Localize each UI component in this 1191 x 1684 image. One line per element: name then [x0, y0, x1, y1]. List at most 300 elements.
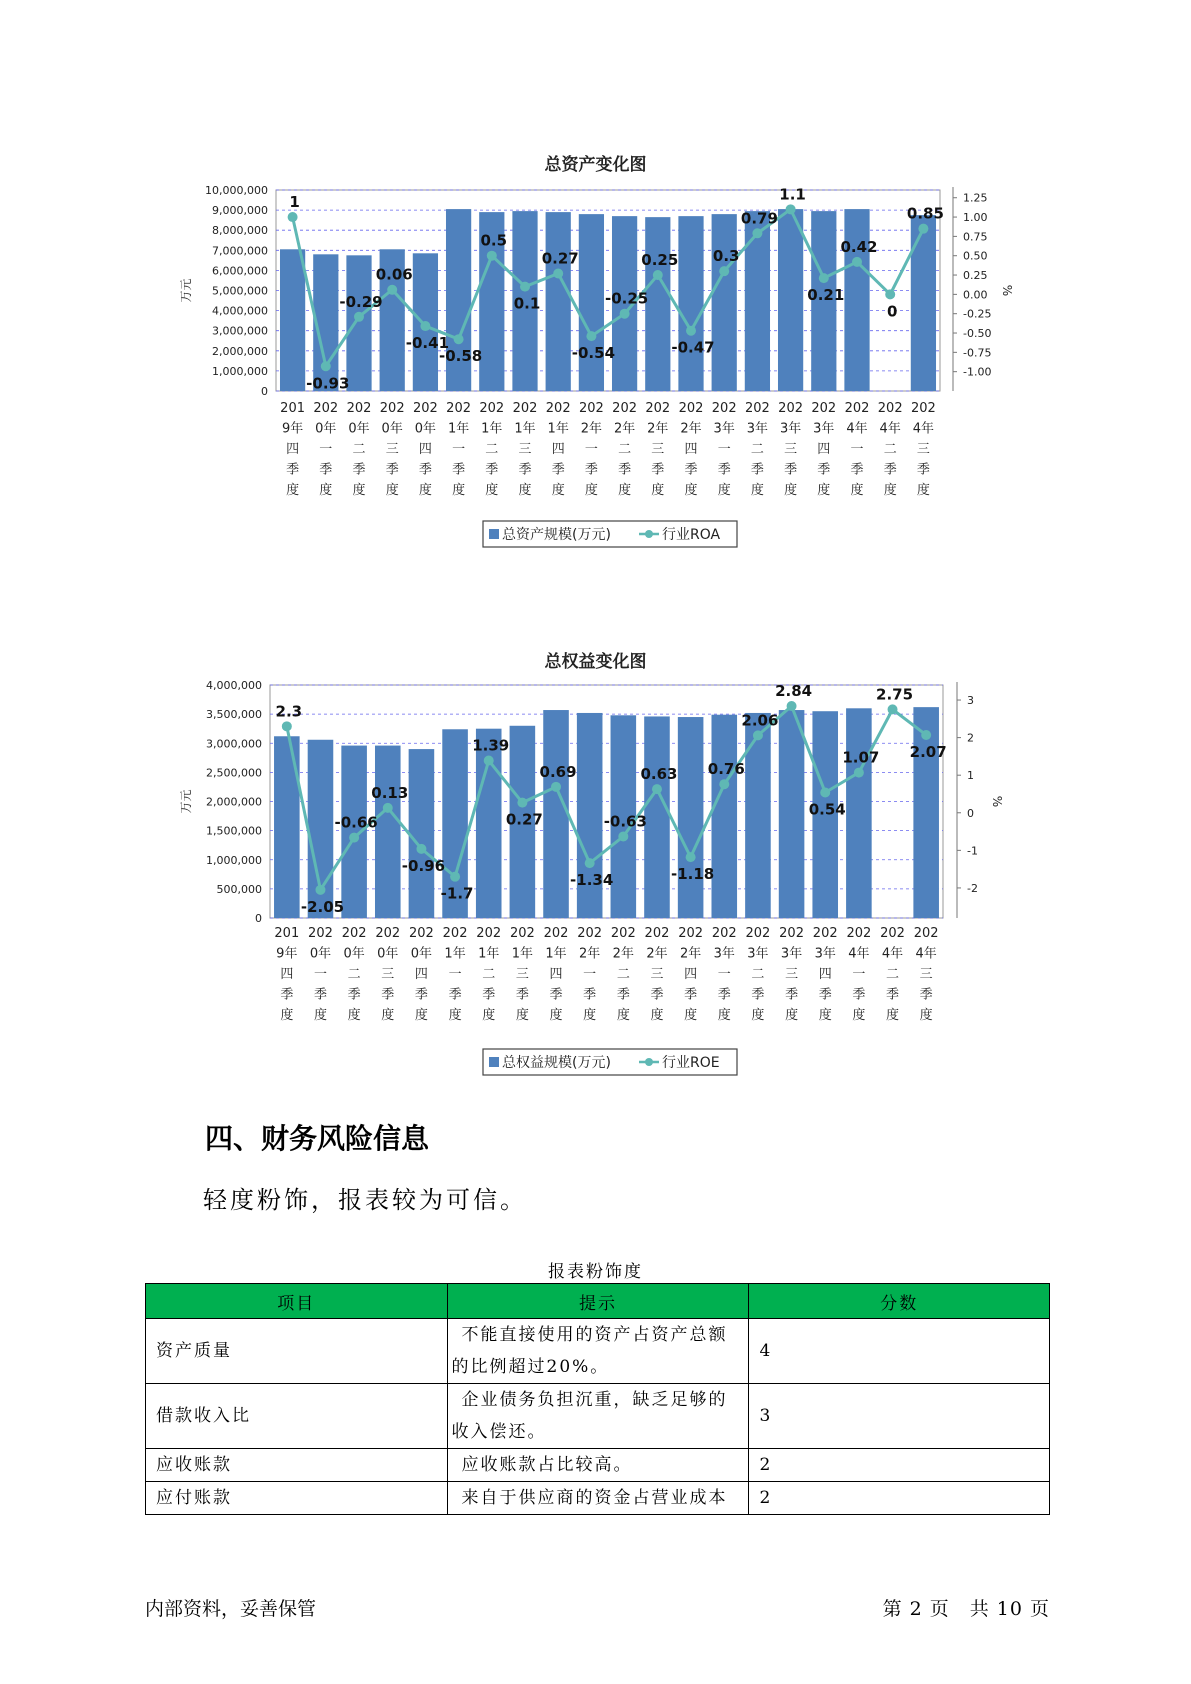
data-label: 0.06	[375, 265, 413, 284]
x-tick-label: 四	[818, 967, 832, 982]
legend-line-marker	[645, 1058, 653, 1066]
x-tick-label: 四	[684, 967, 698, 982]
x-tick-label: 2年	[646, 946, 668, 962]
y2-tick-label: 1	[967, 769, 974, 783]
row-item: 应付账款	[146, 1482, 448, 1515]
x-tick-label: 3年	[779, 421, 802, 437]
x-tick-label: 季	[549, 987, 563, 1003]
line-point	[885, 289, 895, 299]
x-tick-label: 度	[817, 483, 831, 498]
row-item: 应收账款	[146, 1449, 448, 1482]
y-tick-label: 0	[255, 912, 262, 925]
data-label: 0.21	[807, 286, 845, 305]
x-tick-label: 202	[509, 926, 535, 941]
x-tick-label: 202	[812, 926, 838, 941]
x-tick-label: 0年	[348, 421, 370, 437]
y2-tick-label: 0.50	[963, 249, 988, 263]
y-tick-label: 9,000,000	[212, 204, 268, 218]
line-point	[383, 803, 393, 813]
x-tick-label: 202	[745, 926, 771, 941]
x-tick-label: 202	[880, 926, 905, 941]
x-tick-label: 0年	[381, 421, 403, 437]
bar	[846, 708, 872, 918]
x-tick-label: 度	[886, 1008, 900, 1023]
bar	[844, 209, 869, 391]
x-tick-label: 度	[751, 1008, 765, 1023]
x-tick-label: 度	[352, 483, 366, 498]
data-label: -0.41	[405, 334, 450, 353]
bar	[280, 249, 305, 391]
y-tick-label: 2,500,000	[206, 766, 262, 780]
line-point	[585, 858, 595, 868]
data-label: -0.58	[438, 347, 483, 366]
y-tick-label: 1,500,000	[206, 824, 262, 838]
x-tick-label: 季	[852, 987, 866, 1003]
data-label: -0.63	[603, 812, 647, 831]
header-hint: 提示	[447, 1284, 749, 1319]
x-tick-label: 三	[919, 967, 933, 982]
x-tick-label: 度	[784, 483, 798, 498]
bar	[546, 212, 571, 391]
x-tick-label: 2年	[580, 421, 603, 437]
bar	[346, 255, 371, 391]
table-row	[146, 1384, 1050, 1449]
data-label: 1.1	[779, 185, 806, 204]
line-point	[719, 266, 729, 276]
y2-tick-label: -0.25	[963, 307, 992, 321]
x-tick-label: 季	[684, 462, 698, 478]
x-tick-label: 3年	[814, 946, 836, 962]
data-label: -1.18	[671, 865, 715, 884]
x-tick-label: 季	[452, 462, 466, 478]
x-tick-label: 度	[482, 1008, 496, 1023]
x-tick-label: 202	[644, 926, 670, 941]
x-tick-label: 202	[678, 926, 704, 941]
y2-tick-label: 1.25	[963, 191, 988, 205]
x-tick-label: 9年	[281, 421, 304, 437]
x-tick-label: 季	[482, 987, 496, 1003]
x-tick-label: 202	[610, 926, 636, 941]
y-tick-label: 3,000,000	[206, 737, 262, 751]
x-tick-label: 202	[341, 926, 367, 941]
x-tick-label: 三	[515, 967, 529, 982]
y-axis-label: 万元	[179, 278, 193, 303]
x-tick-label: 季	[381, 987, 395, 1003]
x-tick-label: 四	[286, 442, 300, 457]
line-point	[921, 730, 931, 740]
x-tick-label: 度	[717, 483, 731, 498]
data-label: 0.79	[740, 209, 778, 228]
line-point	[686, 852, 696, 862]
data-label: 0.1	[513, 294, 541, 313]
x-tick-label: 季	[817, 462, 831, 478]
x-tick-label: 2年	[679, 946, 702, 962]
x-tick-label: 202	[476, 926, 502, 941]
x-tick-label: 202	[778, 401, 804, 416]
data-label: 1.07	[842, 748, 880, 767]
y-tick-label: 3,500,000	[206, 708, 262, 722]
row-hint	[447, 1384, 749, 1449]
x-tick-label: 四	[817, 442, 831, 457]
data-label: 1	[289, 193, 300, 212]
x-tick-label: 度	[684, 1008, 698, 1023]
x-tick-label: 季	[886, 987, 900, 1003]
x-tick-label: 季	[616, 987, 630, 1003]
row-hint	[447, 1319, 749, 1384]
x-tick-label: 202	[910, 401, 936, 416]
x-tick-label: 度	[280, 1008, 294, 1023]
x-tick-label: 季	[684, 987, 698, 1003]
line-point	[653, 270, 663, 280]
x-tick-label: 202	[375, 926, 401, 941]
line-point	[918, 224, 928, 234]
x-tick-label: 四	[549, 967, 563, 982]
legend-line-label: 行业ROE	[662, 1055, 720, 1071]
x-tick-label: 一	[583, 967, 597, 982]
x-tick-label: 度	[418, 483, 432, 498]
footer-page-number: 第 2 页 共 10 页	[882, 1598, 1050, 1620]
data-label: -0.93	[306, 374, 350, 393]
section-heading: 四、财务风险信息	[205, 1122, 430, 1155]
y2-axis-label: %	[1000, 284, 1014, 297]
x-tick-label: 季	[448, 987, 462, 1003]
x-tick-label: 季	[751, 987, 765, 1003]
y2-tick-label: 0.75	[963, 230, 988, 244]
x-tick-label: 202	[844, 401, 870, 416]
x-tick-label: 二	[886, 967, 900, 982]
x-tick-label: 季	[347, 987, 361, 1003]
bar	[341, 746, 367, 918]
x-tick-label: 度	[650, 1008, 664, 1023]
equity-chart	[0, 670, 1191, 1085]
line-point	[487, 251, 497, 261]
row-hint: 应收账款占比较高。	[447, 1449, 749, 1482]
x-tick-label: 1年	[481, 421, 503, 437]
x-tick-label: 度	[347, 1008, 361, 1023]
line-point	[420, 321, 430, 331]
x-tick-label: 度	[684, 483, 698, 498]
x-tick-label: 季	[650, 987, 664, 1003]
x-tick-label: 三	[651, 442, 665, 457]
x-tick-label: 202	[711, 926, 737, 941]
y-tick-label: 7,000,000	[212, 244, 268, 258]
x-tick-label: 1年	[444, 946, 466, 962]
data-label: -0.54	[571, 344, 616, 363]
x-tick-label: 202	[479, 401, 505, 416]
x-tick-label: 四	[418, 442, 432, 457]
data-label: 0.13	[371, 783, 409, 802]
line-point	[787, 701, 797, 711]
row-item: 资产质量	[146, 1319, 448, 1384]
x-tick-label: 季	[286, 462, 300, 478]
x-tick-label: 度	[313, 1008, 327, 1023]
y-tick-label: 1,000,000	[206, 853, 262, 867]
data-label: 0.54	[808, 800, 846, 819]
line-point	[520, 282, 530, 292]
bar	[911, 215, 936, 391]
x-tick-label: 度	[319, 483, 333, 498]
x-tick-label: 度	[584, 483, 598, 498]
header-score: 分数	[749, 1284, 1050, 1319]
bar	[375, 746, 401, 918]
bar	[645, 217, 670, 391]
x-tick-label: 202	[846, 926, 872, 941]
y2-tick-label: 0	[967, 806, 974, 820]
bar	[712, 214, 737, 391]
x-tick-label: 202	[711, 401, 737, 416]
bar	[579, 214, 604, 391]
x-tick-label: 2年	[612, 946, 634, 962]
line-point	[517, 798, 527, 808]
line-point	[387, 285, 397, 295]
x-tick-label: 一	[452, 442, 466, 457]
chart-title-assets: 总资产变化图	[544, 155, 647, 175]
legend-line-label: 行业ROA	[662, 527, 721, 543]
x-tick-label: 0年	[410, 946, 433, 962]
x-tick-label: 一	[850, 442, 864, 457]
x-tick-label: 度	[785, 1008, 799, 1023]
x-tick-label: 一	[313, 967, 327, 982]
line-point	[686, 326, 696, 336]
x-tick-label: 度	[850, 483, 864, 498]
table-row	[146, 1482, 1050, 1515]
x-tick-label: 4年	[915, 946, 937, 962]
hint-line: 的比例超过20%。	[451, 1357, 610, 1377]
x-tick-label: 202	[512, 401, 538, 416]
data-label: 0.76	[707, 760, 745, 779]
header-item: 项目	[146, 1284, 448, 1319]
y-tick-label: 8,000,000	[212, 224, 268, 238]
legend-line-marker	[645, 530, 653, 538]
x-tick-label: 度	[651, 483, 665, 498]
line-point	[282, 721, 292, 731]
x-tick-label: 0年	[343, 946, 365, 962]
x-tick-label: 3年	[780, 946, 803, 962]
y2-tick-label: 3	[967, 694, 974, 708]
y-tick-label: 0	[261, 385, 268, 398]
x-tick-label: 202	[346, 401, 372, 416]
x-tick-label: 季	[352, 462, 366, 478]
y2-axis-label: %	[990, 795, 1004, 808]
x-tick-label: 202	[442, 926, 468, 941]
x-tick-label: 度	[818, 1008, 832, 1023]
data-label: 0.27	[505, 810, 543, 829]
x-tick-label: 季	[750, 462, 764, 478]
x-tick-label: 季	[850, 462, 864, 478]
x-tick-label: 度	[616, 1008, 630, 1023]
data-label: 2.84	[775, 682, 813, 701]
row-score: 2	[749, 1482, 1050, 1515]
x-tick-label: 三	[518, 442, 532, 457]
x-tick-label: 度	[919, 1008, 933, 1023]
legend-bar-swatch	[489, 529, 499, 539]
y-tick-label: 500,000	[216, 882, 262, 896]
line-point	[551, 782, 561, 792]
y2-tick-label: 2	[967, 731, 974, 745]
x-tick-label: 季	[551, 462, 565, 478]
x-tick-label: 1年	[511, 946, 534, 962]
y2-tick-label: 0.25	[963, 269, 988, 283]
line-point	[553, 268, 563, 278]
y-tick-label: 4,000,000	[212, 304, 268, 318]
data-label: -2.05	[300, 897, 345, 916]
y-tick-label: 5,000,000	[212, 284, 268, 298]
line-point	[450, 872, 460, 882]
x-tick-label: 202	[412, 401, 438, 416]
x-tick-label: 202	[543, 926, 569, 941]
x-tick-label: 202	[577, 926, 603, 941]
x-tick-label: 四	[414, 967, 428, 982]
bar	[778, 209, 803, 391]
y2-tick-label: -0.75	[963, 346, 992, 360]
data-label: -1.7	[440, 884, 474, 903]
x-tick-label: 9年	[276, 946, 298, 962]
data-label: 0.42	[840, 237, 878, 256]
line-point	[288, 212, 298, 222]
line-point	[349, 833, 359, 843]
bar	[678, 216, 703, 391]
x-tick-label: 二	[485, 442, 499, 457]
data-label: -0.29	[339, 292, 383, 311]
x-tick-label: 度	[750, 483, 764, 498]
x-tick-label: 202	[645, 401, 671, 416]
x-tick-label: 4年	[881, 946, 904, 962]
x-tick-label: 1年	[547, 421, 569, 437]
x-tick-label: 三	[381, 967, 395, 982]
x-tick-label: 202	[779, 926, 804, 941]
x-tick-label: 202	[913, 926, 939, 941]
x-tick-label: 度	[551, 483, 565, 498]
table-row	[146, 1319, 1050, 1384]
y2-tick-label: -2	[967, 881, 978, 895]
hint-line: 收入偿还。	[451, 1422, 547, 1442]
x-tick-label: 202	[678, 401, 704, 416]
x-tick-label: 二	[616, 967, 630, 982]
x-tick-label: 度	[717, 1008, 731, 1023]
x-tick-label: 1年	[447, 421, 470, 437]
x-tick-label: 度	[485, 483, 499, 498]
line-point	[819, 273, 829, 283]
y-tick-label: 10,000,000	[205, 184, 268, 197]
x-tick-label: 二	[352, 442, 366, 457]
data-label: 2.75	[876, 685, 914, 704]
x-tick-label: 三	[785, 967, 799, 982]
legend-bar-label: 总权益规模(万元)	[502, 1055, 611, 1071]
x-tick-label: 3年	[813, 421, 835, 437]
bar	[745, 713, 771, 918]
x-tick-label: 1年	[514, 421, 536, 437]
x-tick-label: 度	[549, 1008, 563, 1023]
x-tick-label: 季	[883, 462, 897, 478]
data-label: 0.25	[641, 251, 679, 270]
x-tick-label: 度	[515, 1008, 529, 1023]
data-label: 0.63	[640, 765, 678, 784]
line-point	[618, 831, 628, 841]
x-tick-label: 201	[274, 926, 300, 941]
x-tick-label: 201	[280, 401, 306, 416]
x-tick-label: 四	[684, 442, 698, 457]
data-label: 0.85	[906, 204, 944, 223]
data-label: 2.07	[909, 742, 947, 761]
y2-tick-label: -0.50	[963, 327, 992, 341]
line-point	[888, 704, 898, 714]
x-tick-label: 202	[578, 401, 604, 416]
x-tick-label: 季	[414, 987, 428, 1003]
x-tick-label: 度	[916, 483, 930, 498]
row-hint: 来自于供应商的资金占营业成本	[447, 1482, 749, 1515]
data-label: -0.47	[671, 338, 715, 357]
line-point	[854, 768, 864, 778]
data-label: 1.39	[472, 736, 510, 755]
x-tick-label: 4年	[912, 421, 935, 437]
bar	[644, 716, 670, 918]
bar	[779, 710, 805, 918]
x-tick-label: 一	[717, 442, 731, 457]
x-tick-label: 202	[744, 401, 770, 416]
x-tick-label: 4年	[879, 421, 901, 437]
y-tick-label: 4,000,000	[206, 679, 262, 692]
x-tick-label: 一	[584, 442, 598, 457]
x-tick-label: 度	[583, 1008, 597, 1023]
x-tick-label: 季	[584, 462, 598, 478]
y-tick-label: 6,000,000	[212, 264, 268, 278]
line-point	[354, 312, 364, 322]
x-tick-label: 度	[385, 483, 399, 498]
x-tick-label: 二	[618, 442, 632, 457]
x-tick-label: 度	[286, 483, 300, 498]
x-tick-label: 一	[852, 967, 866, 982]
x-tick-label: 季	[385, 462, 399, 478]
x-tick-label: 2年	[647, 421, 669, 437]
x-tick-label: 一	[319, 442, 333, 457]
x-tick-label: 0年	[414, 421, 437, 437]
x-tick-label: 三	[385, 442, 399, 457]
line-point	[820, 787, 830, 797]
x-tick-label: 季	[319, 462, 333, 478]
x-tick-label: 季	[418, 462, 432, 478]
line-point	[852, 257, 862, 267]
assets-chart	[0, 175, 1191, 625]
line-point	[620, 309, 630, 319]
data-label: 0.5	[480, 231, 508, 250]
data-label: -0.25	[604, 289, 649, 308]
line-point	[315, 885, 325, 895]
bar	[543, 710, 569, 918]
chart-title-equity: 总权益变化图	[544, 652, 647, 672]
table-caption: 报表粉饰度	[548, 1262, 643, 1282]
line-point	[586, 331, 596, 341]
x-tick-label: 1年	[545, 946, 567, 962]
data-label: 0	[886, 302, 898, 321]
legend-bar-swatch	[489, 1057, 499, 1067]
x-tick-label: 三	[784, 442, 798, 457]
x-tick-label: 季	[618, 462, 632, 478]
x-tick-label: 2年	[680, 421, 702, 437]
x-tick-label: 度	[448, 1008, 462, 1023]
data-label: 0.27	[541, 249, 579, 268]
x-tick-label: 202	[409, 926, 434, 941]
data-label: 2.3	[275, 702, 303, 721]
x-tick-label: 季	[785, 987, 799, 1003]
line-point	[652, 784, 662, 794]
x-tick-label: 202	[811, 401, 837, 416]
line-point	[416, 844, 426, 854]
x-tick-label: 0年	[377, 946, 399, 962]
x-tick-label: 季	[916, 462, 930, 478]
x-tick-label: 三	[650, 967, 664, 982]
x-tick-label: 0年	[315, 421, 337, 437]
line-point	[484, 756, 494, 766]
